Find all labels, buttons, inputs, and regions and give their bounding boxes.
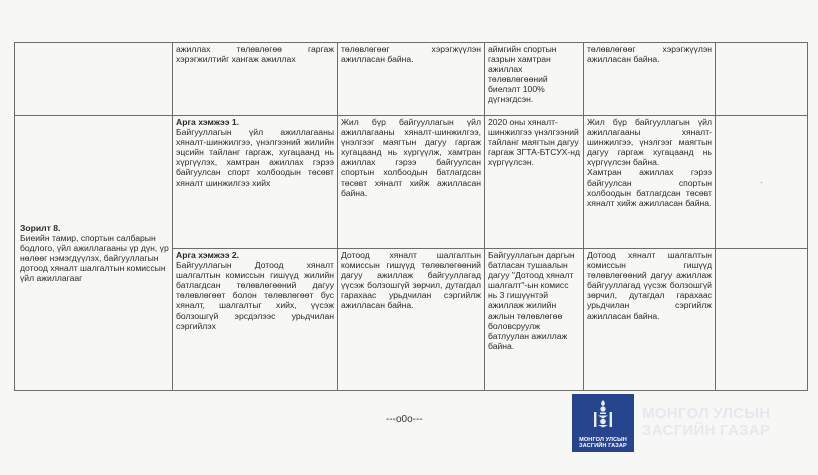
end-mark: ---o0o--- <box>386 414 423 425</box>
goal-text: Биеийн тамир, спортын салбарын бодлого, үйл ажиллагааны үр дүн, үр нөлөөг нэмэгдүүлэх, байгууллагын дотоод хяналт шалгалтын комиссын үйл ажиллагааг <box>20 232 169 284</box>
measure-cell <box>173 249 338 391</box>
measure-title: Арга хэмжээ 2. <box>176 250 239 260</box>
table-row <box>15 116 808 249</box>
watermark-line-1: МОНГОЛ УЛСЫН <box>642 405 771 422</box>
goal-title: Зорилт 8. <box>20 222 61 233</box>
table-row <box>15 43 808 116</box>
report-table <box>14 42 808 391</box>
evaluation-cell <box>584 116 716 249</box>
goal-cell <box>15 116 173 391</box>
government-stamp <box>572 394 634 452</box>
goal-cell-empty <box>15 43 173 116</box>
report-cell: аймгийн спортын газрын хамтран ажиллах төлөвлөгөөний биелэлт 100% дүгнэгдсэн. <box>485 43 584 116</box>
evaluation-cell: Дотоод хяналт шалгалтын комиссын гишүүд төлөвлөгөөний дагуу ажиллаж байгууллагад үүсэж болзошгүй зөрчил, дутагдал гарахаас урьдчилан сэргийлж ажилласан байна. <box>584 249 716 391</box>
result-cell: Дотоод хяналт шалгалтын комиссын гишүүд төлөвлөгөөний дагуу ажиллаж байгууллагад үүсэж болзошгүй зөрчил, дутагдал гарахаас урьдчилан сэргийлж ажилласан байна. <box>338 249 485 391</box>
soyombo-emblem-icon <box>591 399 615 429</box>
evaluation-cell: төлөвлөгөөг хэрэгжүүлэн ажилласан байна. <box>584 43 716 116</box>
report-cell: 2020 оны хяналт-шинжилгээ үнэлгээний тайланг маягтын дагуу гаргаж ЗГТА-БТСУХ-нд хүргүүлсэн. <box>485 116 584 249</box>
watermark <box>642 405 812 439</box>
measure-text: Байгууллагын Дотоод хяналт шалгалтын комиссын гишүүд жилийн батлагдсан төлөвлөгөөний дагуу төлөвлөгөөт болон төлөвлөгөөт бус хяналт, шалгалтыг хийх, үүсэж болзошгүй эрсдэлээс урьдчилан сэргийлэх <box>176 260 334 331</box>
stamp-line-1: МОНГОЛ УЛСЫН <box>579 436 627 443</box>
measure-cell: ажиллах төлөвлөгөө гаргаж хэрэгжилтийг хангаж ажиллах <box>173 43 338 116</box>
evaluation-text: Жил бүр байгууллагын үйл ажиллагааны хяналт-шинжилгээ, үнэлгээг маягтын дагуу гаргаж хугацаанд нь хүргүүлсэн байна. <box>587 117 712 168</box>
measure-text: Байгууллагын үйл ажиллагааны хяналт-шинжилгээ, үнэлгээний жилийн эцсийн тайланг гаргаж, хугацаанд нь хүргүүлэх, хамтран ажиллах гэрээ байгуулсан спорт холбоодын төсөвт хяналт шинжилгээ хийх <box>176 127 334 188</box>
result-cell: төлөвлөгөөг хэрэгжүүлэн ажилласан байна. <box>338 43 485 116</box>
note-cell <box>716 43 808 116</box>
measure-cell <box>173 116 338 249</box>
note-cell: - <box>716 116 808 249</box>
result-cell: Жил бүр байгууллагын үйл ажиллагааны хяналт-шинжилгээ, үнэлгээг маягтын дагуу гаргаж хугацаанд нь хүргүүлж, хамтран ажиллах гэрээ байгуулсан спортын холбоодын батлагдсан төсөвт хяналт хийж ажилласан байна. <box>338 116 485 249</box>
note-cell <box>716 249 808 391</box>
evaluation-text: Хамтран ажиллах гэрээ байгуулсан спортын холбоодын батлагдсан төсөвт хяналт хийж ажилласан байна. <box>587 167 712 208</box>
watermark-line-2: ЗАСГИЙН ГАЗАР <box>642 422 771 439</box>
report-cell: Байгууллагын даргын батласан тушаалын дагуу "Дотоод хяналт шалгалт"-ын комисс нь 3 гишүүнтэй ажиллаж жилийн ажлын төлөвлөгөө боловсруулж батлуулан ажиллаж байна. <box>485 249 584 391</box>
stamp-line-2: ЗАСГИЙН ГАЗАР <box>579 442 627 449</box>
measure-title: Арга хэмжээ 1. <box>176 117 239 127</box>
